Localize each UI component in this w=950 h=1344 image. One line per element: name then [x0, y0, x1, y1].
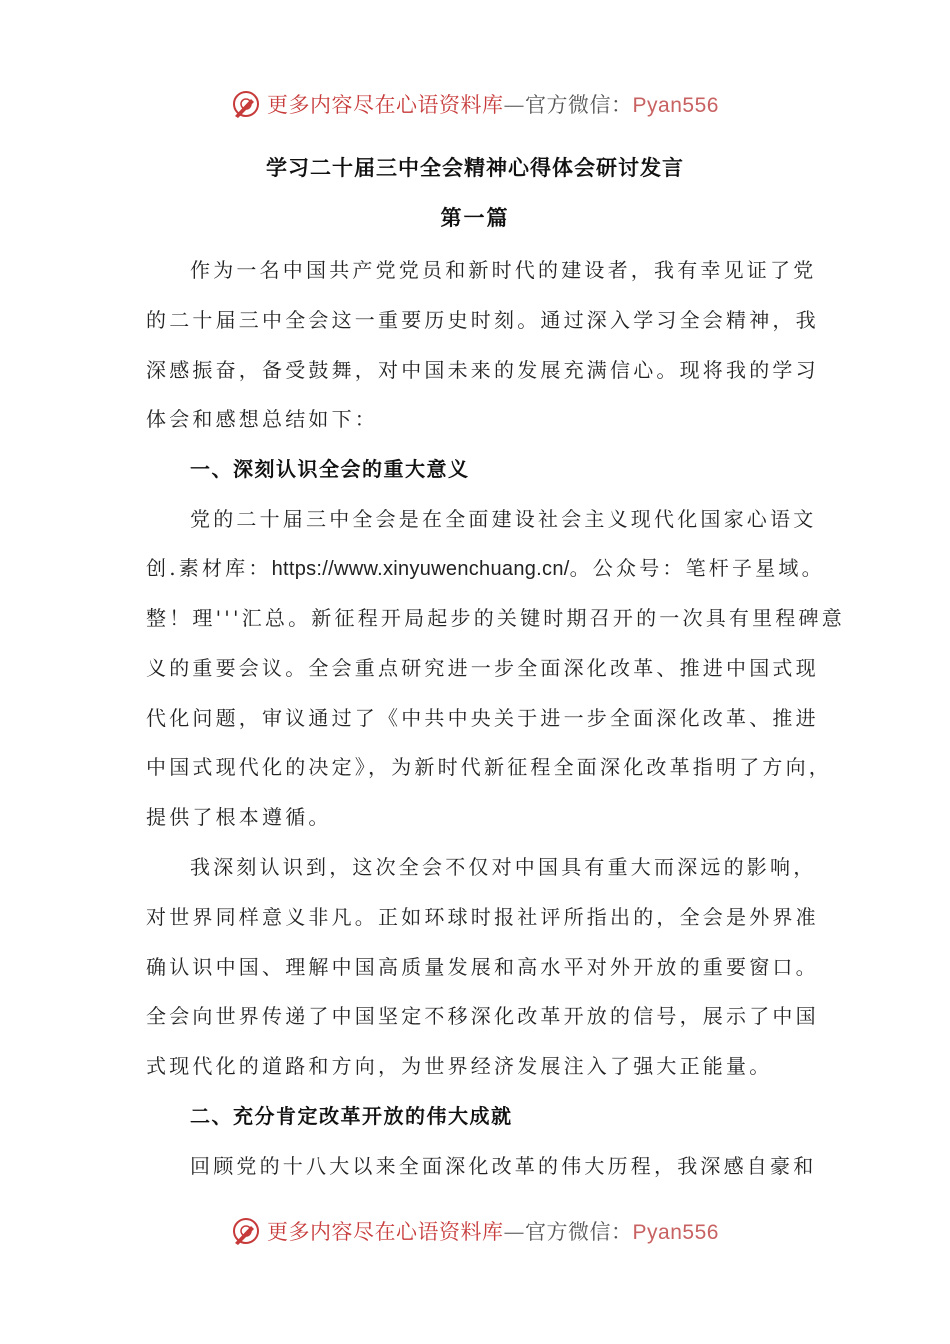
paragraph-line: 全会向世界传递了中国坚定不移深化改革开放的信号，展示了中国: [146, 1004, 819, 1028]
watermark-site-text: 更多内容尽在心语资料库: [267, 1220, 504, 1244]
watermark-banner-bottom: [0, 1211, 950, 1251]
paragraph-line: 回顾党的十八大以来全面深化改革的伟大历程，我深感自豪和: [190, 1154, 817, 1178]
watermark-wechat-label: 官方微信：: [525, 1220, 633, 1244]
line-text: 创.素材库：: [146, 556, 272, 580]
watermark-separator: —: [503, 1220, 526, 1244]
watermark-wechat-label: 官方微信：: [525, 93, 633, 117]
paragraph-line: 体会和感想总结如下：: [146, 407, 378, 431]
watermark-banner-top: [0, 84, 950, 124]
paragraph-line: 对世界同样意义非凡。正如环球时报社评所指出的，全会是外界准: [146, 905, 819, 929]
watermark-text: [267, 89, 719, 119]
paragraph-line: 的二十届三中全会这一重要历史时刻。通过深入学习全会精神，我: [146, 308, 819, 332]
paragraph-line: 党的二十届三中全会是在全面建设社会主义现代化国家心语文: [190, 507, 817, 531]
paragraph-line: 作为一名中国共产党党员和新时代的建设者，我有幸见证了党: [190, 258, 817, 282]
paragraph-line-with-url: [146, 553, 825, 584]
paragraph-line: 提供了根本遵循。: [146, 805, 332, 829]
paragraph-line: 中国式现代化的决定》，为新时代新征程全面深化改革指明了方向，: [146, 755, 832, 779]
document-title: 学习二十届三中全会精神心得体会研讨发言: [266, 155, 684, 180]
paragraph-line: 式现代化的道路和方向，为世界经济发展注入了强大正能量。: [146, 1054, 773, 1078]
paragraph-line: 整！理'''汇总。新征程开局起步的关键时期召开的一次具有里程碑意: [146, 606, 845, 630]
watermark-wechat-id: Pyan556: [632, 94, 719, 117]
watermark-text: [267, 1216, 719, 1246]
paragraph-line: 确认识中国、理解中国高质量发展和高水平对外开放的重要窗口。: [146, 955, 819, 979]
line-text: 。公众号：笔杆子星域。: [569, 556, 825, 580]
paragraph-line: 我深刻认识到，这次全会不仅对中国具有重大而深远的影响，: [190, 855, 817, 879]
section-heading-1: 一、深刻认识全会的重大意义: [190, 457, 470, 481]
watermark-site-text: 更多内容尽在心语资料库: [267, 93, 504, 117]
paragraph-line: 义的重要会议。全会重点研究进一步全面深化改革、推进中国式现: [146, 656, 819, 680]
document-subtitle: 第一篇: [440, 205, 510, 230]
watermark-wechat-id: Pyan556: [632, 1221, 719, 1244]
pen-logo-icon: [231, 89, 261, 119]
website-link[interactable]: https://www.xinyuwenchuang.cn/: [271, 558, 570, 580]
section-heading-2: 二、充分肯定改革开放的伟大成就: [190, 1104, 513, 1128]
watermark-separator: —: [503, 93, 526, 117]
pen-logo-icon: [231, 1216, 261, 1246]
paragraph-line: 代化问题，审议通过了《中共中央关于进一步全面深化改革、推进: [146, 706, 819, 730]
paragraph-line: 深感振奋，备受鼓舞，对中国未来的发展充满信心。现将我的学习: [146, 358, 819, 382]
